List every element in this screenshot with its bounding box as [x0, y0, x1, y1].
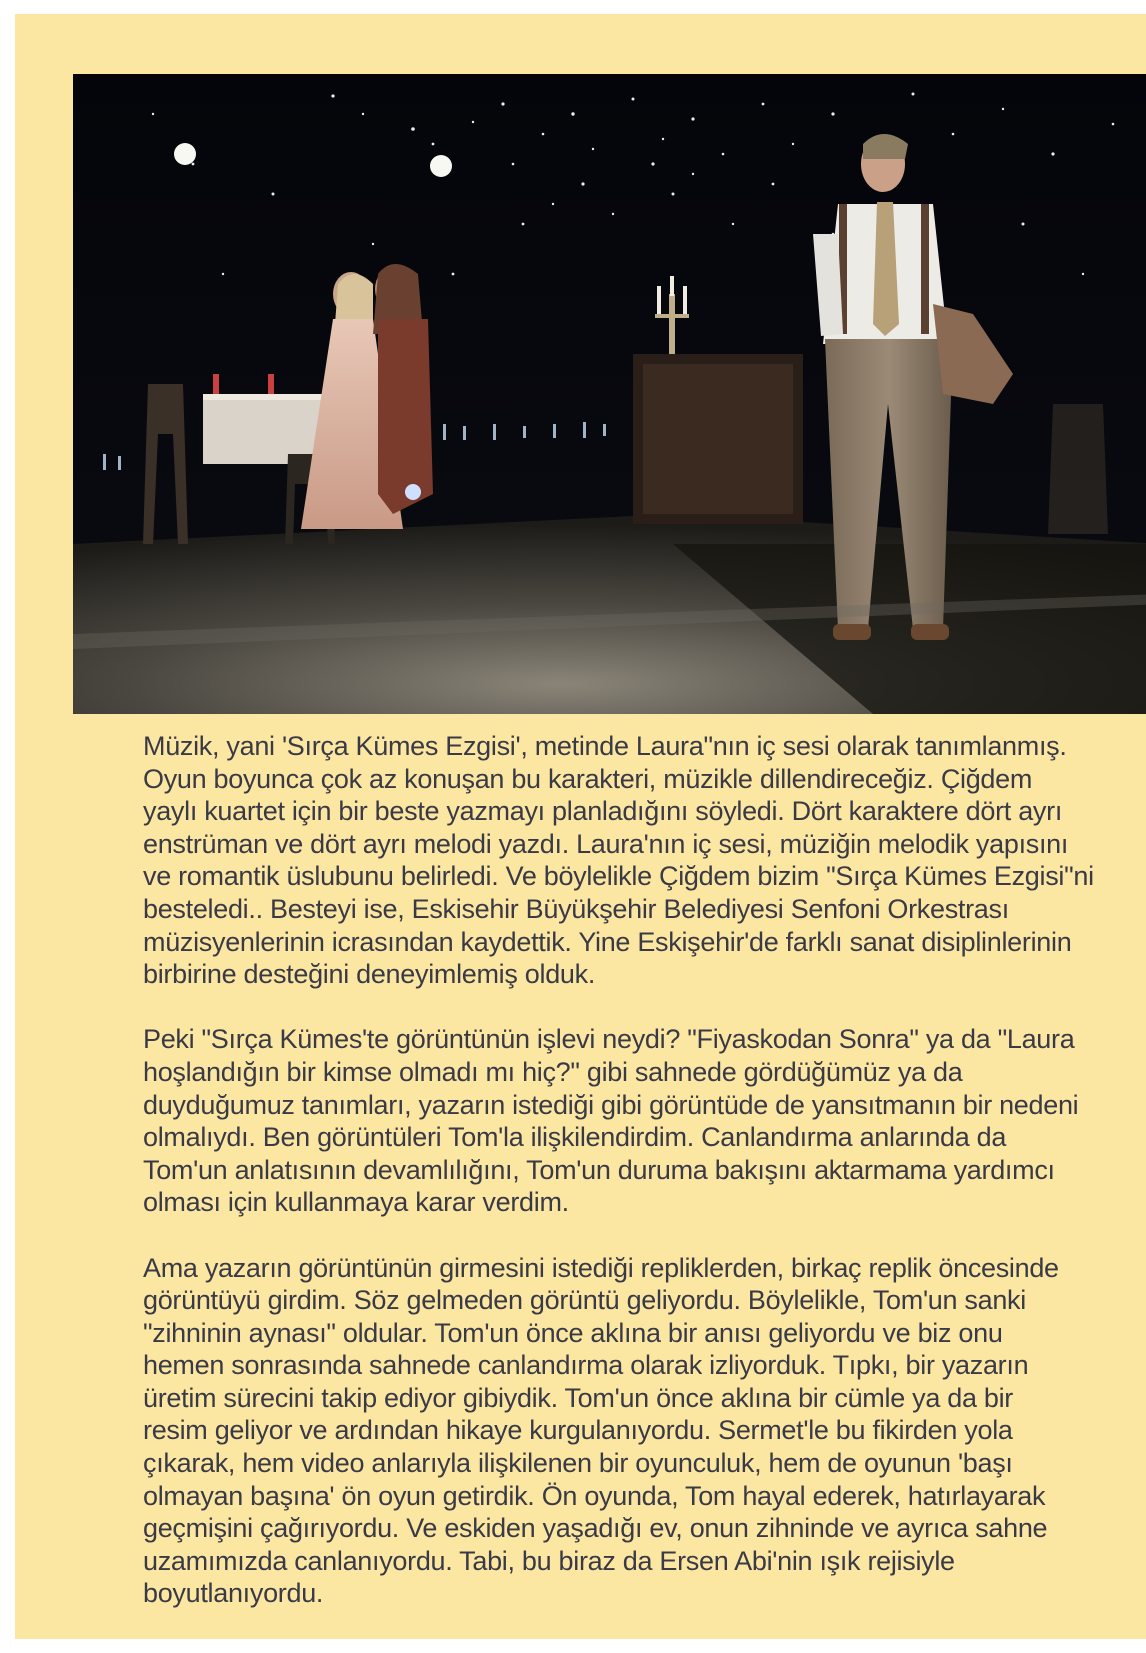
- text-line: çıkarak, hem video anlarıyla ilişkilenen bir oyunculuk, hem de oyunun 'başı: [143, 1448, 1013, 1479]
- text-line: hoşlandığın bir kimse olmadı mı hiç?" gibi sahnede gördüğümüz ya da: [143, 1056, 963, 1087]
- text-line: yaylı kuartet için bir beste yazmayı planladığını söyledi. Dört karaktere dört ayrı: [143, 796, 1063, 827]
- text-line: duyduğumuz tanımları, yazarın istediği gibi görüntüde de yansıtmanın bir nedeni: [143, 1089, 1079, 1120]
- text-line: Tom'un anlatısının devamlılığını, Tom'un duruma bakışını aktarmama yardımcı: [143, 1154, 1055, 1185]
- paragraph-image-function: [143, 1023, 1083, 1219]
- text-line: olması için kullanmaya karar verdim.: [143, 1187, 569, 1218]
- text-line: Oyun boyunca çok az konuşan bu karakteri, müzikle dillendireceğiz. Çiğdem: [143, 763, 1033, 794]
- text-line: müzisyenlerinin icrasından kaydettik. Yine Eskişehir'de farklı sanat disiplinlerinin: [143, 926, 1072, 957]
- text-line: resim geliyor ve ardından hikaye kurgulanıyordu. Sermet'le bu fikirden yola: [143, 1415, 1013, 1446]
- paragraph-music: [143, 730, 1094, 991]
- text-line: hemen sonrasında sahnede canlandırma olarak izliyorduk. Tıpkı, bir yazarın: [143, 1350, 1029, 1381]
- text-line: birbirine desteğini deneyimlemiş olduk.: [143, 959, 596, 990]
- magazine-page: [15, 14, 1146, 1639]
- text-line: ve romantik üslubunu belirledi. Ve böylelikle Çiğdem bizim "Sırça Kümes Ezgisi"ni: [143, 861, 1094, 892]
- text-line: enstrüman ve dört ayrı melodi yazdı. Laura'nın iç sesi, müziğin melodik yapısını: [143, 828, 1069, 859]
- text-line: Peki "Sırça Kümes'te görüntünün işlevi neydi? "Fiyaskodan Sonra" ya da "Laura: [143, 1024, 1075, 1055]
- paragraph-prologue: [143, 1252, 1083, 1611]
- text-line: Ama yazarın görüntünün girmesini istediği repliklerden, birkaç replik öncesinde: [143, 1252, 1059, 1283]
- text-line: boyutlanıyordu.: [143, 1578, 324, 1609]
- stage-photo-icon: [73, 74, 1146, 714]
- text-line: olmalıydı. Ben görüntüleri Tom'la ilişkilendirdim. Canlandırma anlarında da: [143, 1122, 1007, 1153]
- text-line: geçmişini çağırıyordu. Ve eskiden yaşadığı ev, onun zihninde ve ayrıca sahne: [143, 1513, 1048, 1544]
- text-line: besteledi.. Besteyi ise, Eskisehir Büyükşehir Belediyesi Senfoni Orkestrası: [143, 893, 1009, 924]
- text-line: görüntüyü girdim. Söz gelmeden görüntü geliyordu. Böylelikle, Tom'un sanki: [143, 1285, 1026, 1316]
- stage-photo: [73, 74, 1146, 714]
- text-line: "zihninin aynası" oldular. Tom'un önce aklına bir anısı geliyordu ve biz onu: [143, 1317, 1003, 1348]
- text-line: Müzik, yani 'Sırça Kümes Ezgisi', metinde Laura"nın iç sesi olarak tanımlanmış.: [143, 731, 1067, 761]
- text-line: uzamımızda canlanıyordu. Tabi, bu biraz da Ersen Abi'nin ışık rejisiyle: [143, 1545, 955, 1576]
- article-text: [143, 730, 1094, 1643]
- text-line: üretim sürecini takip ediyor gibiydik. Tom'un önce aklına bir cümle ya da bir: [143, 1382, 1013, 1413]
- text-line: olmayan başına' ön oyun getirdik. Ön oyunda, Tom hayal ederek, hatırlayarak: [143, 1480, 1046, 1511]
